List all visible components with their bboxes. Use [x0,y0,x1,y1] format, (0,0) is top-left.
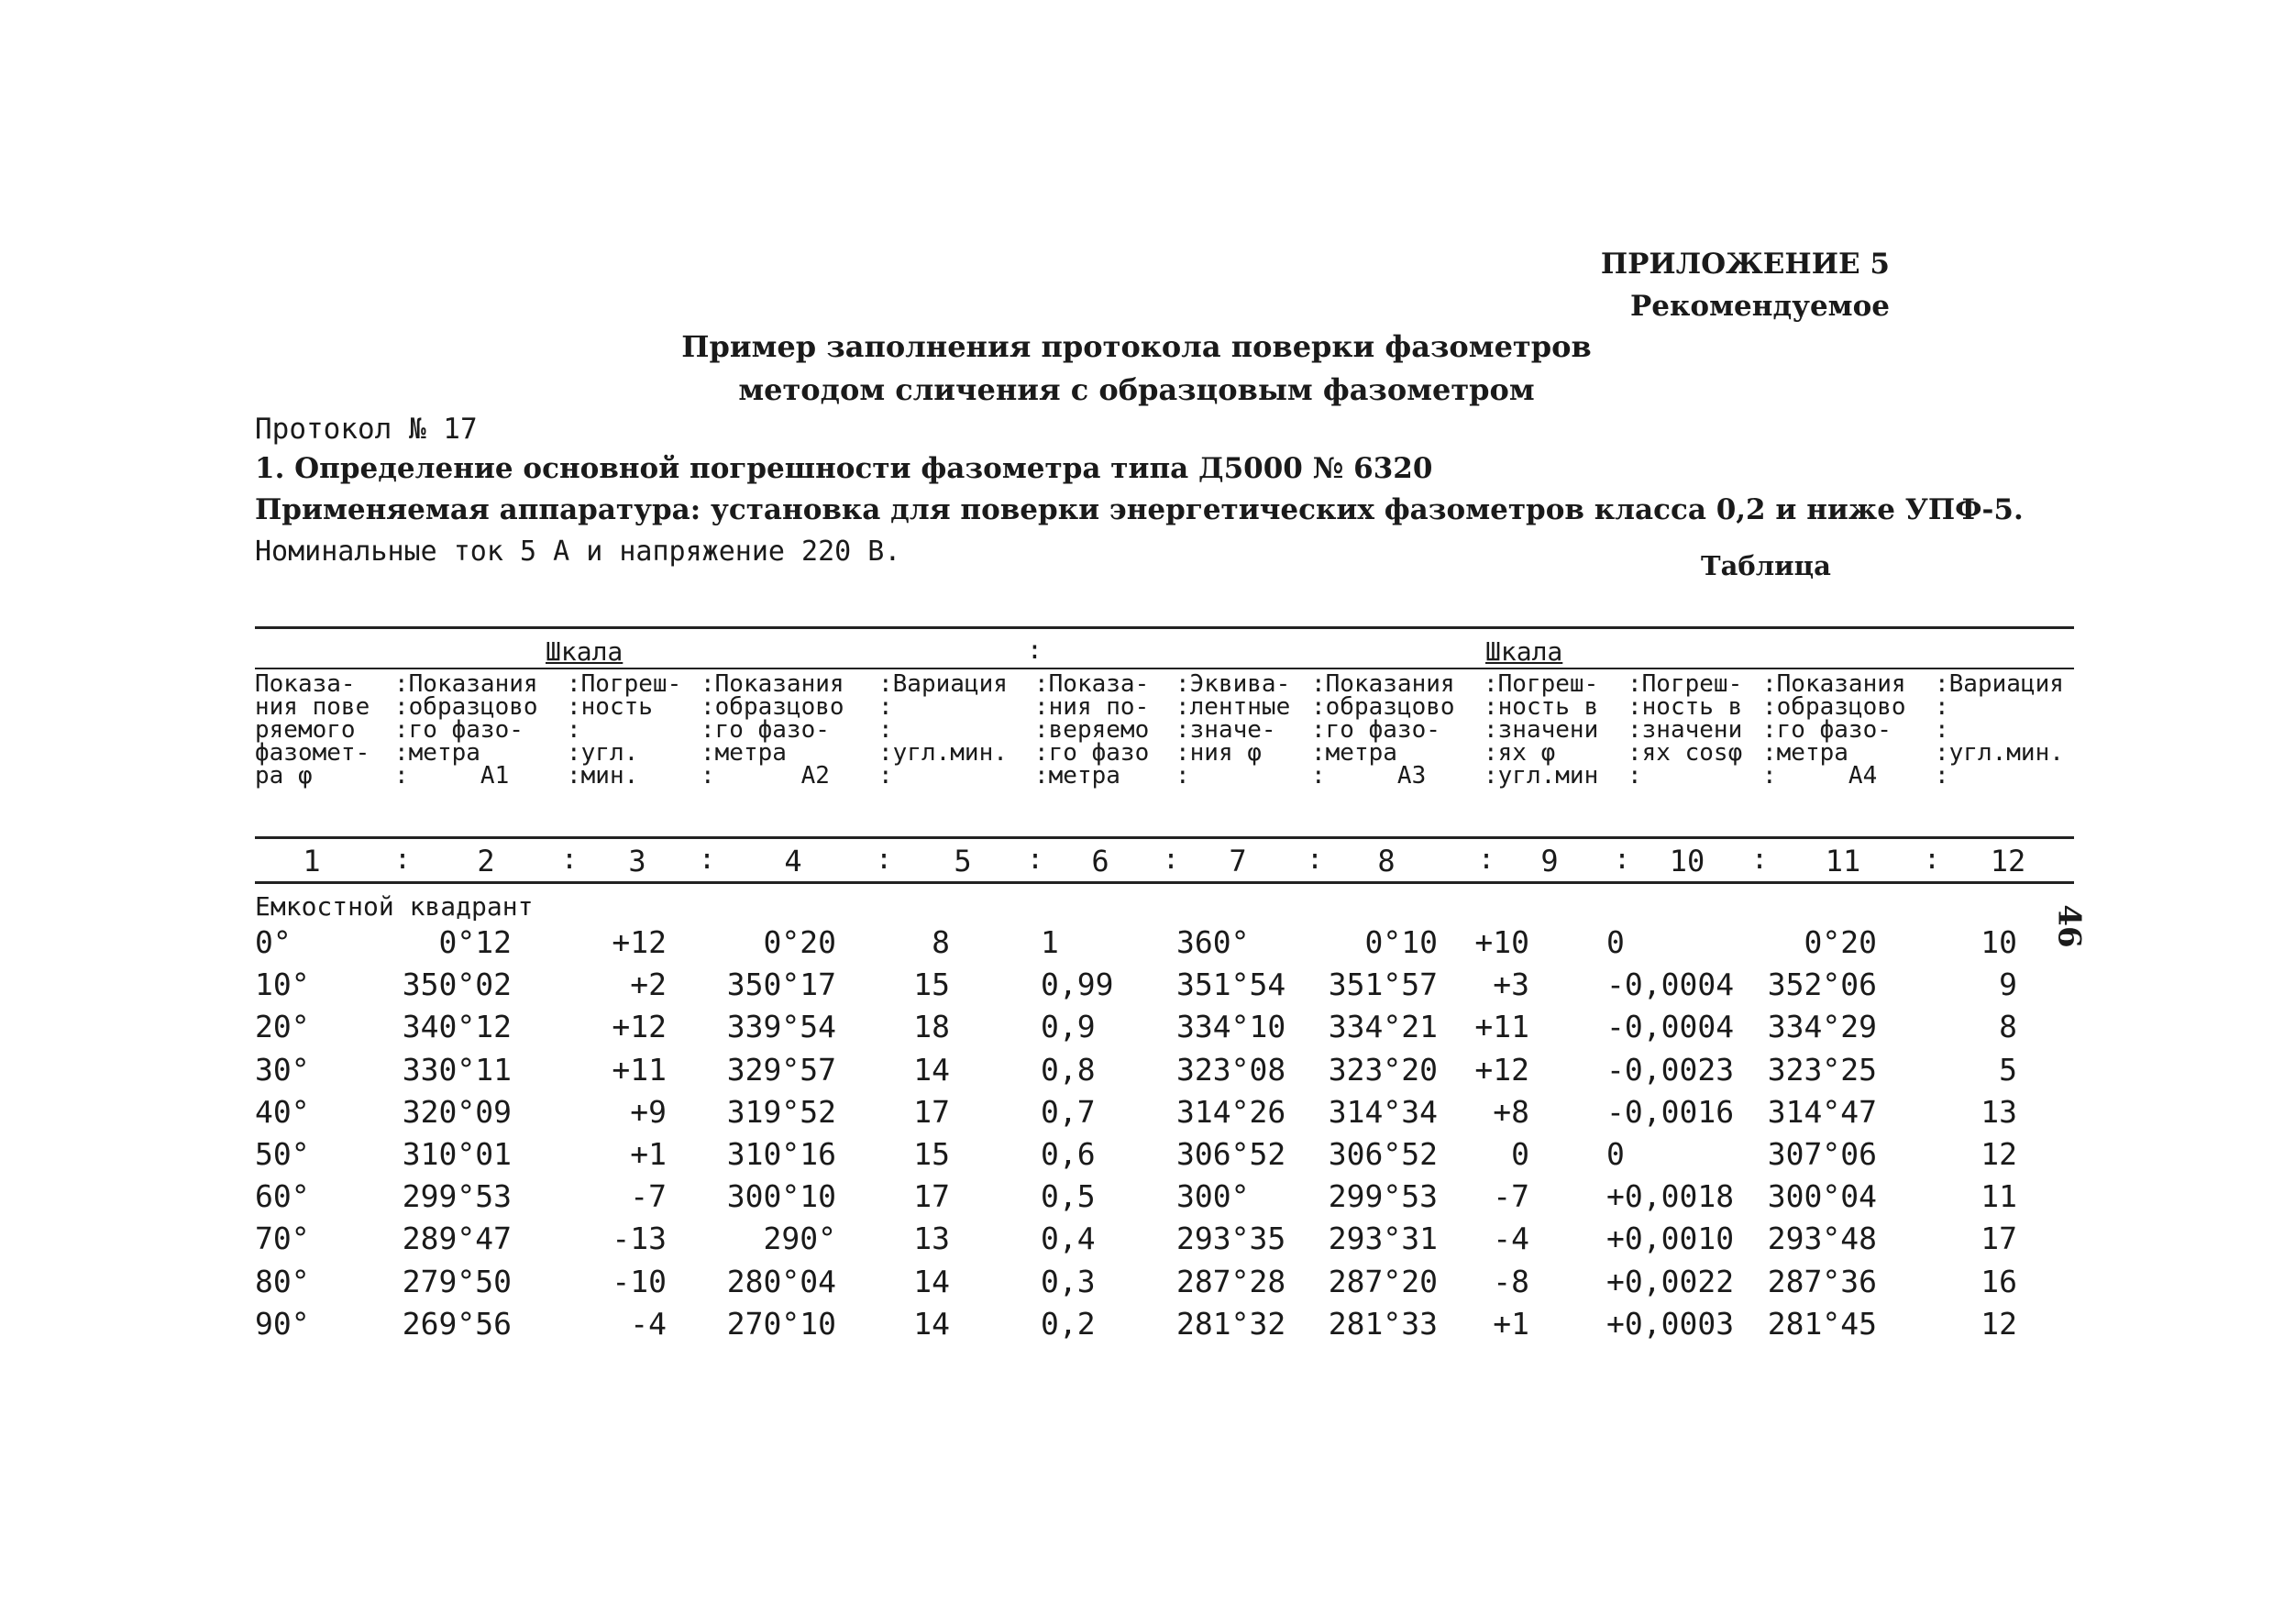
table-cell-col-4: 0°20 [763,924,836,960]
column-header-5: :Вариация : : :угл.мин. : [878,670,1008,790]
table-cell-col-2: 320°09 [402,1093,512,1130]
table-cell-col-3: +1 [630,1136,667,1172]
table-cell-col-11: 293°48 [1767,1221,1877,1257]
table-cell-col-5: 14 [913,1051,950,1088]
table-cell-col-7: 334°10 [1176,1009,1286,1045]
table-cell-col-8: 0°10 [1364,924,1438,960]
column-number-separator: : [876,844,893,876]
appendix-label: ПРИЛОЖЕНИЕ 5 [1600,248,1890,281]
table-cell-col-3: +12 [612,1009,667,1045]
table-cell-col-5: 8 [932,924,950,960]
table-cell-col-8: 293°31 [1328,1221,1438,1257]
table-cell-col-6: 0,99 [1041,967,1114,1003]
table-cell-col-8: 314°34 [1328,1093,1438,1130]
table-cell-col-3: -13 [612,1221,667,1257]
section-heading: 1. Определение основной погрешности фазометра типа Д5000 № 6320 [255,452,1433,485]
table-cell-col-7: 314°26 [1176,1093,1286,1130]
table-cell-col-11: 0°20 [1804,924,1877,960]
table-cell-col-12: 13 [1981,1093,2017,1130]
table-cell-col-11: 300°04 [1767,1178,1877,1215]
table-cell-col-11: 307°06 [1767,1136,1877,1172]
header-bottom-rule [255,836,2074,839]
column-header-11: :Показания :образцово :го фазо- :метра : A4 [1762,670,1906,790]
table-cell-col-6: 0,7 [1041,1093,1096,1130]
title-line-1: Пример заполнения протокола поверки фазометров [681,329,1592,364]
table-cell-col-3: -10 [612,1263,667,1299]
table-cell-col-12: 12 [1981,1136,2017,1172]
appendix-block [1601,243,1890,327]
title-line-2: методом сличения с образцовым фазометром [738,372,1535,407]
column-header-3: :Погреш- :ность : :угл. :мин. [567,670,682,790]
table-cell-col-12: 17 [1981,1221,2017,1257]
column-number-12: 12 [1990,844,2026,878]
table-cell-col-6: 0,5 [1041,1178,1096,1215]
table-cell-col-4: 310°16 [726,1136,836,1172]
table-cell-col-3: +11 [612,1051,667,1088]
table-cell-col-1: 80° [255,1263,310,1299]
table-cell-col-10: -0,0004 [1606,967,1735,1003]
page-number: 46 [2050,904,2088,948]
column-number-separator: : [1307,844,1324,876]
appendix-status: Рекомендуемое [1630,290,1890,323]
column-number-1: 1 [303,844,321,878]
column-header-4: :Показания :образцово :го фазо- :метра : A2 [701,670,844,790]
table-cell-col-10: +0,0003 [1606,1305,1735,1342]
table-cell-col-7: 306°52 [1176,1136,1286,1172]
table-cell-col-12: 8 [1999,1009,2017,1045]
table-top-rule [255,626,2074,629]
table-cell-col-6: 0,4 [1041,1221,1096,1257]
table-cell-col-6: 0,6 [1041,1136,1096,1172]
table-cell-col-2: 279°50 [402,1263,512,1299]
table-cell-col-9: +11 [1474,1009,1529,1045]
table-cell-col-7: 360° [1176,924,1250,960]
column-number-separator: : [394,844,412,876]
table-cell-col-5: 13 [913,1221,950,1257]
table-cell-col-1: 10° [255,967,310,1003]
table-cell-col-1: 70° [255,1221,310,1257]
table-cell-col-11: 334°29 [1767,1009,1877,1045]
table-cell-col-11: 323°25 [1767,1051,1877,1088]
column-number-separator: : [1027,844,1044,876]
column-number-2: 2 [477,844,495,878]
scale-right-label: Шкала [1485,636,1563,667]
table-cell-col-12: 11 [1981,1178,2017,1215]
table-cell-col-3: +2 [630,967,667,1003]
quadrant-label: Емкостной квадрант [255,891,534,922]
table-cell-col-8: 334°21 [1328,1009,1438,1045]
table-cell-col-12: 12 [1981,1305,2017,1342]
table-cell-col-11: 281°45 [1767,1305,1877,1342]
table-cell-col-4: 280°04 [726,1263,836,1299]
column-number-separator: : [1163,844,1180,876]
table-cell-col-10: +0,0022 [1606,1263,1735,1299]
table-cell-col-5: 14 [913,1305,950,1342]
table-cell-col-1: 0° [255,924,292,960]
table-cell-col-7: 293°35 [1176,1221,1286,1257]
table-cell-col-4: 300°10 [726,1178,836,1215]
table-cell-col-12: 9 [1999,967,2017,1003]
table-cell-col-8: 287°20 [1328,1263,1438,1299]
table-cell-col-2: 269°56 [402,1305,512,1342]
column-number-3: 3 [628,844,646,878]
table-cell-col-8: 351°57 [1328,967,1438,1003]
table-cell-col-5: 15 [913,967,950,1003]
table-cell-col-9: 0 [1511,1136,1529,1172]
table-cell-col-2: 350°02 [402,967,512,1003]
table-cell-col-9: +3 [1493,967,1529,1003]
column-number-5: 5 [954,844,972,878]
column-header-12: :Вариация : : :угл.мин. : [1935,670,2064,790]
table-cell-col-3: +9 [630,1093,667,1130]
table-cell-col-6: 0,3 [1041,1263,1096,1299]
column-numbers-rule [255,881,2074,884]
table-cell-col-6: 1 [1041,924,1059,960]
table-cell-col-2: 0°12 [438,924,512,960]
table-cell-col-5: 17 [913,1178,950,1215]
table-cell-col-5: 15 [913,1136,950,1172]
table-cell-col-3: -4 [630,1305,667,1342]
column-header-9: :Погреш- :ность в :значени :ях φ :угл.мин [1484,670,1599,790]
column-header-1: Показа- ния пове ряемого фазомет- ра φ [255,670,370,790]
equipment-line: Применяемая аппаратура: установка для поверки энергетических фазометров класса 0,2 и ниже УПФ-5. [255,493,2024,526]
table-cell-col-5: 17 [913,1093,950,1130]
column-header-7: :Эквива- :лентные :значе- :ния φ : [1175,670,1291,790]
column-number-4: 4 [784,844,802,878]
table-cell-col-3: +12 [612,924,667,960]
table-cell-col-4: 329°57 [726,1051,836,1088]
table-cell-col-2: 310°01 [402,1136,512,1172]
table-cell-col-12: 10 [1981,924,2017,960]
column-number-10: 10 [1669,844,1705,878]
table-cell-col-8: 299°53 [1328,1178,1438,1215]
table-cell-col-2: 299°53 [402,1178,512,1215]
table-cell-col-7: 287°28 [1176,1263,1286,1299]
protocol-number: Протокол № 17 [255,413,478,446]
table-cell-col-7: 281°32 [1176,1305,1286,1342]
table-cell-col-1: 50° [255,1136,310,1172]
table-cell-col-11: 314°47 [1767,1093,1877,1130]
column-header-6: :Показа- :ния по- :веряемо :го фазо :метра [1034,670,1150,790]
table-cell-col-11: 352°06 [1767,967,1877,1003]
column-number-8: 8 [1377,844,1396,878]
column-number-separator: : [1478,844,1495,876]
table-cell-col-3: -7 [630,1178,667,1215]
table-cell-col-6: 0,8 [1041,1051,1096,1088]
header-rule [255,668,2074,669]
table-cell-col-10: -0,0016 [1606,1093,1735,1130]
table-cell-col-1: 20° [255,1009,310,1045]
column-number-9: 9 [1540,844,1559,878]
table-cell-col-8: 323°20 [1328,1051,1438,1088]
column-number-separator: : [1924,844,1941,876]
table-cell-col-1: 60° [255,1178,310,1215]
table-cell-col-2: 289°47 [402,1221,512,1257]
document-title [0,326,2273,412]
column-number-separator: : [1614,844,1631,876]
table-cell-col-7: 300° [1176,1178,1250,1215]
table-cell-col-6: 0,2 [1041,1305,1096,1342]
scale-left-label: Шкала [546,636,623,667]
table-cell-col-7: 351°54 [1176,967,1286,1003]
table-cell-col-10: 0 [1606,924,1625,960]
table-cell-col-9: +1 [1493,1305,1529,1342]
table-cell-col-4: 339°54 [726,1009,836,1045]
table-cell-col-2: 330°11 [402,1051,512,1088]
table-cell-col-12: 16 [1981,1263,2017,1299]
table-cell-col-2: 340°12 [402,1009,512,1045]
table-cell-col-4: 350°17 [726,967,836,1003]
table-cell-col-8: 306°52 [1328,1136,1438,1172]
table-cell-col-1: 40° [255,1093,310,1130]
table-cell-col-10: +0,0018 [1606,1178,1735,1215]
table-cell-col-10: -0,0023 [1606,1051,1735,1088]
table-cell-col-9: +10 [1474,924,1529,960]
nominal-line: Номинальные ток 5 А и напряжение 220 В. [255,536,901,568]
table-cell-col-1: 30° [255,1051,310,1088]
table-cell-col-7: 323°08 [1176,1051,1286,1088]
table-cell-col-10: +0,0010 [1606,1221,1735,1257]
column-header-8: :Показания :образцово :го фазо- :метра : A3 [1311,670,1455,790]
table-cell-col-5: 14 [913,1263,950,1299]
table-cell-col-11: 287°36 [1767,1263,1877,1299]
table-cell-col-9: -8 [1493,1263,1529,1299]
column-number-separator: : [699,844,716,876]
table-cell-col-12: 5 [1999,1051,2017,1088]
table-cell-col-10: -0,0004 [1606,1009,1735,1045]
scale-separator: : [1027,635,1043,665]
table-label: Таблица [1701,550,1831,581]
column-number-7: 7 [1229,844,1247,878]
table-cell-col-9: +12 [1474,1051,1529,1088]
table-cell-col-1: 90° [255,1305,310,1342]
table-cell-col-4: 290° [763,1221,836,1257]
column-number-11: 11 [1825,844,1861,878]
column-header-10: :Погреш- :ность в :значени :ях cosφ : [1628,670,1743,790]
table-cell-col-4: 270°10 [726,1305,836,1342]
table-cell-col-10: 0 [1606,1136,1625,1172]
column-number-separator: : [561,844,579,876]
column-header-2: :Показания :образцово :го фазо- :метра : A1 [394,670,538,790]
table-cell-col-9: -7 [1493,1178,1529,1215]
column-number-separator: : [1751,844,1769,876]
table-cell-col-9: -4 [1493,1221,1529,1257]
table-cell-col-6: 0,9 [1041,1009,1096,1045]
table-cell-col-4: 319°52 [726,1093,836,1130]
table-cell-col-8: 281°33 [1328,1305,1438,1342]
table-cell-col-5: 18 [913,1009,950,1045]
table-cell-col-9: +8 [1493,1093,1529,1130]
column-number-6: 6 [1091,844,1109,878]
